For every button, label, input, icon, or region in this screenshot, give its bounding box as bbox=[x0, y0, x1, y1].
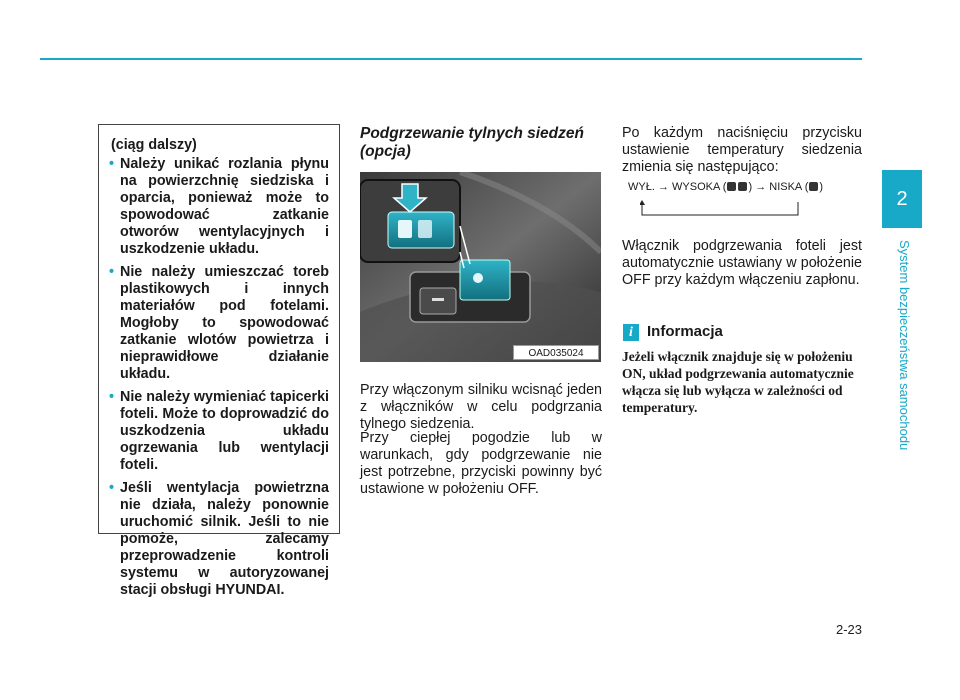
warning-bullet: • Nie należy umieszczać toreb plastikowych i innych materiałów pod fotelami. Mogłoby to spowodować zatkanie wlotów powietrza i nieprawidłowe działanie układu. bbox=[111, 264, 329, 383]
page-number: 2-23 bbox=[835, 622, 862, 637]
seat-heater-icon bbox=[809, 182, 818, 191]
paragraph: Przy włączonym silniku wcisnąć jeden z włączników w celu podgrzania tylnego siedzenia. bbox=[360, 382, 602, 432]
temperature-cycle: WYŁ. → WYSOKA ( ) → NISKA ( ) bbox=[628, 181, 824, 193]
cycle-off: WYŁ. bbox=[628, 181, 655, 193]
info-text: Jeżeli włącznik znajduje się w położeniu ON, układ podgrzewania automatycznie włącza się lub wyłącza w zależności od temperatury. bbox=[622, 349, 854, 415]
header-rule bbox=[40, 58, 862, 60]
seat-heater-photo bbox=[360, 172, 601, 362]
seat-heater-icon bbox=[727, 182, 736, 191]
cycle-return-arrow-icon bbox=[640, 200, 800, 216]
warning-bullet: • Jeśli wentylacja powietrzna nie działa, należy ponownie uruchomić silnik. Jeśli to nie pomoże, zalecamy przeprowadzenie kontroli systemu w autoryzowanej stacji obsługi HYUNDAI. bbox=[111, 480, 329, 599]
cycle-low: NISKA bbox=[769, 181, 802, 193]
chapter-tab: 2 bbox=[882, 170, 922, 228]
warning-title: (ciąg dalszy) bbox=[111, 137, 197, 153]
arrow-right-icon: → bbox=[657, 181, 669, 193]
chapter-title: System bezpieczeństwa samochodu bbox=[897, 240, 912, 451]
warning-box bbox=[98, 124, 340, 598]
warning-bullet: • Należy unikać rozlania płynu na powierzchnię siedziska i oparcia, ponieważ może to spowodować zatkanie otworów wentylacyjnych i uszkodzenie układu. bbox=[111, 156, 329, 258]
info-title: Informacja bbox=[647, 323, 723, 340]
paragraph: Włącznik podgrzewania foteli jest automatycznie ustawiany w położenie OFF przy każdym włączeniu zapłonu. bbox=[622, 238, 862, 288]
info-icon: i bbox=[623, 324, 639, 341]
paragraph: Przy ciepłej pogodzie lub w warunkach, gdy podgrzewanie nie jest potrzebne, przyciski powinny być ustawione w położeniu OFF. bbox=[360, 430, 602, 497]
warning-bullet: • Nie należy wymieniać tapicerki foteli. Może to doprowadzić do uszkodzenia układu ogrzewania lub wentylacji foteli. bbox=[111, 389, 329, 474]
arrow-right-icon: → bbox=[755, 181, 767, 193]
image-caption: OAD035024 bbox=[513, 345, 599, 360]
seat-heater-icon bbox=[738, 182, 747, 191]
cycle-high: WYSOKA bbox=[672, 181, 720, 193]
section-title: Podgrzewanie tylnych siedzeń (opcja) bbox=[360, 125, 584, 160]
paragraph: Po każdym naciśnięciu przycisku ustawienie temperatury siedzenia zmienia się następująco: bbox=[622, 125, 862, 175]
